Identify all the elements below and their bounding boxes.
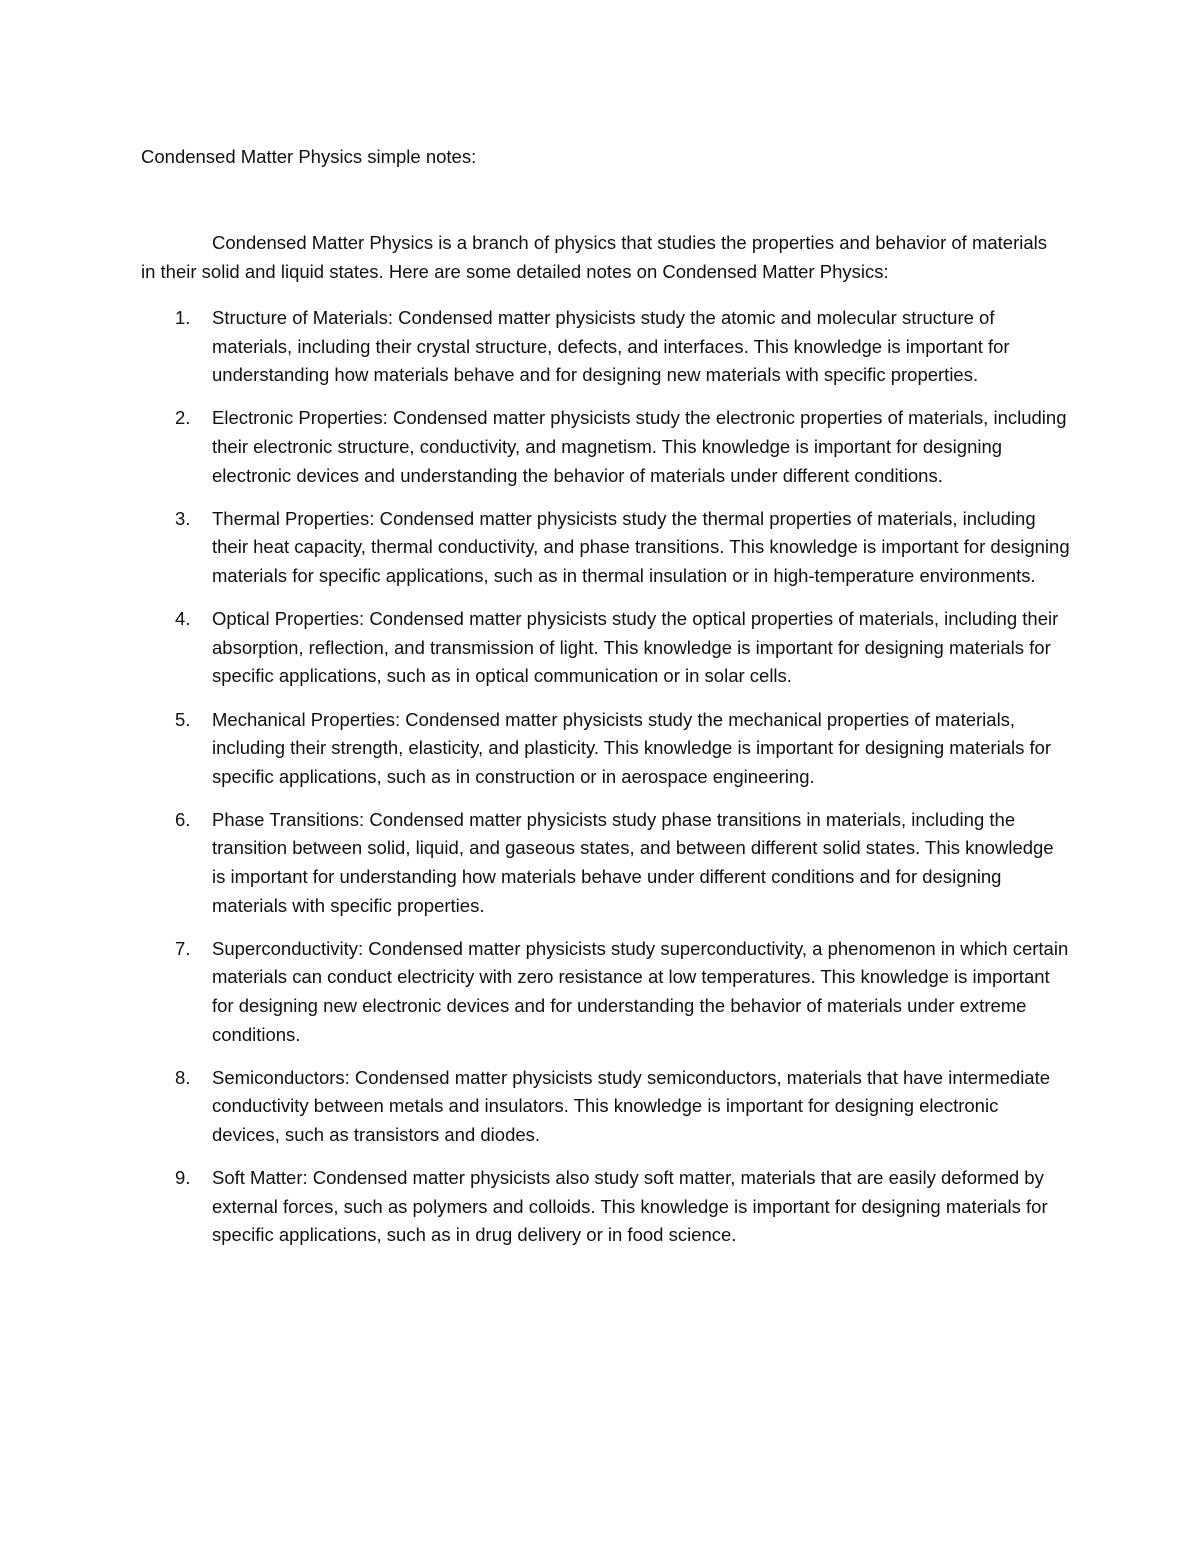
list-item-text: Structure of Materials: Condensed matter physicists study the atomic and molecular structure of materials, including their crystal structure, defects, and interfaces. This knowledge is important for understanding how materials behave and for designing new materials with specific properties. — [212, 307, 1010, 386]
list-item-number: 7. — [175, 937, 191, 959]
list-item — [141, 806, 1071, 920]
list-item — [141, 706, 1071, 792]
intro-paragraph: Condensed Matter Physics is a branch of physics that studies the properties and behavior of materials in their solid and liquid states. Here are some detailed notes on Condensed Matter Physics: — [141, 232, 1047, 282]
list-item-number: 3. — [175, 507, 191, 529]
list-item — [141, 1164, 1071, 1250]
notes-list — [141, 304, 1071, 1265]
list-item-number: 1. — [175, 307, 191, 328]
list-item — [141, 1064, 1071, 1150]
list-item-number: 2. — [175, 407, 191, 429]
list-item — [141, 304, 1071, 390]
list-item-number: 8. — [175, 1066, 191, 1088]
list-item-text: Optical Properties: Condensed matter physicists study the optical properties of materials, including their absorption, reflection, and transmission of light. This knowledge is important for designing materials for specific applications, such as in optical communication or in solar cells. — [212, 608, 1059, 687]
list-item — [141, 935, 1071, 1049]
list-item — [141, 505, 1071, 591]
list-item-text: Phase Transitions: Condensed matter physicists study phase transitions in materials, including the transition between solid, liquid, and gaseous states, and between different solid states. This knowledge is important for understanding how materials behave under different conditions and for designing materials with specific properties. — [212, 808, 1054, 916]
list-item — [141, 404, 1071, 490]
list-item-text: Electronic Properties: Condensed matter physicists study the electronic properties of materials, including their electronic structure, conductivity, and magnetism. This knowledge is important for designing electronic devices and understanding the behavior of materials under different conditions. — [212, 407, 1067, 486]
list-item — [141, 605, 1071, 691]
list-item-text: Semiconductors: Condensed matter physicists study semiconductors, materials that have intermediate conductivity between metals and insulators. This knowledge is important for designing electronic devices, such as transistors and diodes. — [212, 1066, 1051, 1145]
list-item-number: 5. — [175, 708, 191, 730]
list-item-number: 9. — [175, 1167, 191, 1189]
list-item-text: Soft Matter: Condensed matter physicists also study soft matter, materials that are easily deformed by external forces, such as polymers and colloids. This knowledge is important for designing materials for specific applications, such as in drug delivery or in food science. — [212, 1167, 1048, 1246]
list-item-text: Superconductivity: Condensed matter physicists study superconductivity, a phenomenon in which certain materials can conduct electricity with zero resistance at low temperatures. This knowledge is important for designing new electronic devices and for understanding the behavior of materials under extreme conditions. — [212, 937, 1069, 1045]
document-title: Condensed Matter Physics simple notes: — [141, 146, 477, 167]
list-item-text: Mechanical Properties: Condensed matter physicists study the mechanical properties of materials, including their strength, elasticity, and plasticity. This knowledge is important for designing materials for specific applications, such as in construction or in aerospace engineering. — [212, 708, 1052, 787]
list-item-text: Thermal Properties: Condensed matter physicists study the thermal properties of materials, including their heat capacity, thermal conductivity, and phase transitions. This knowledge is important for designing materials for specific applications, such as in thermal insulation or in high-temperature environments. — [212, 507, 1070, 586]
list-item-number: 4. — [175, 608, 191, 630]
list-item-number: 6. — [175, 808, 191, 830]
